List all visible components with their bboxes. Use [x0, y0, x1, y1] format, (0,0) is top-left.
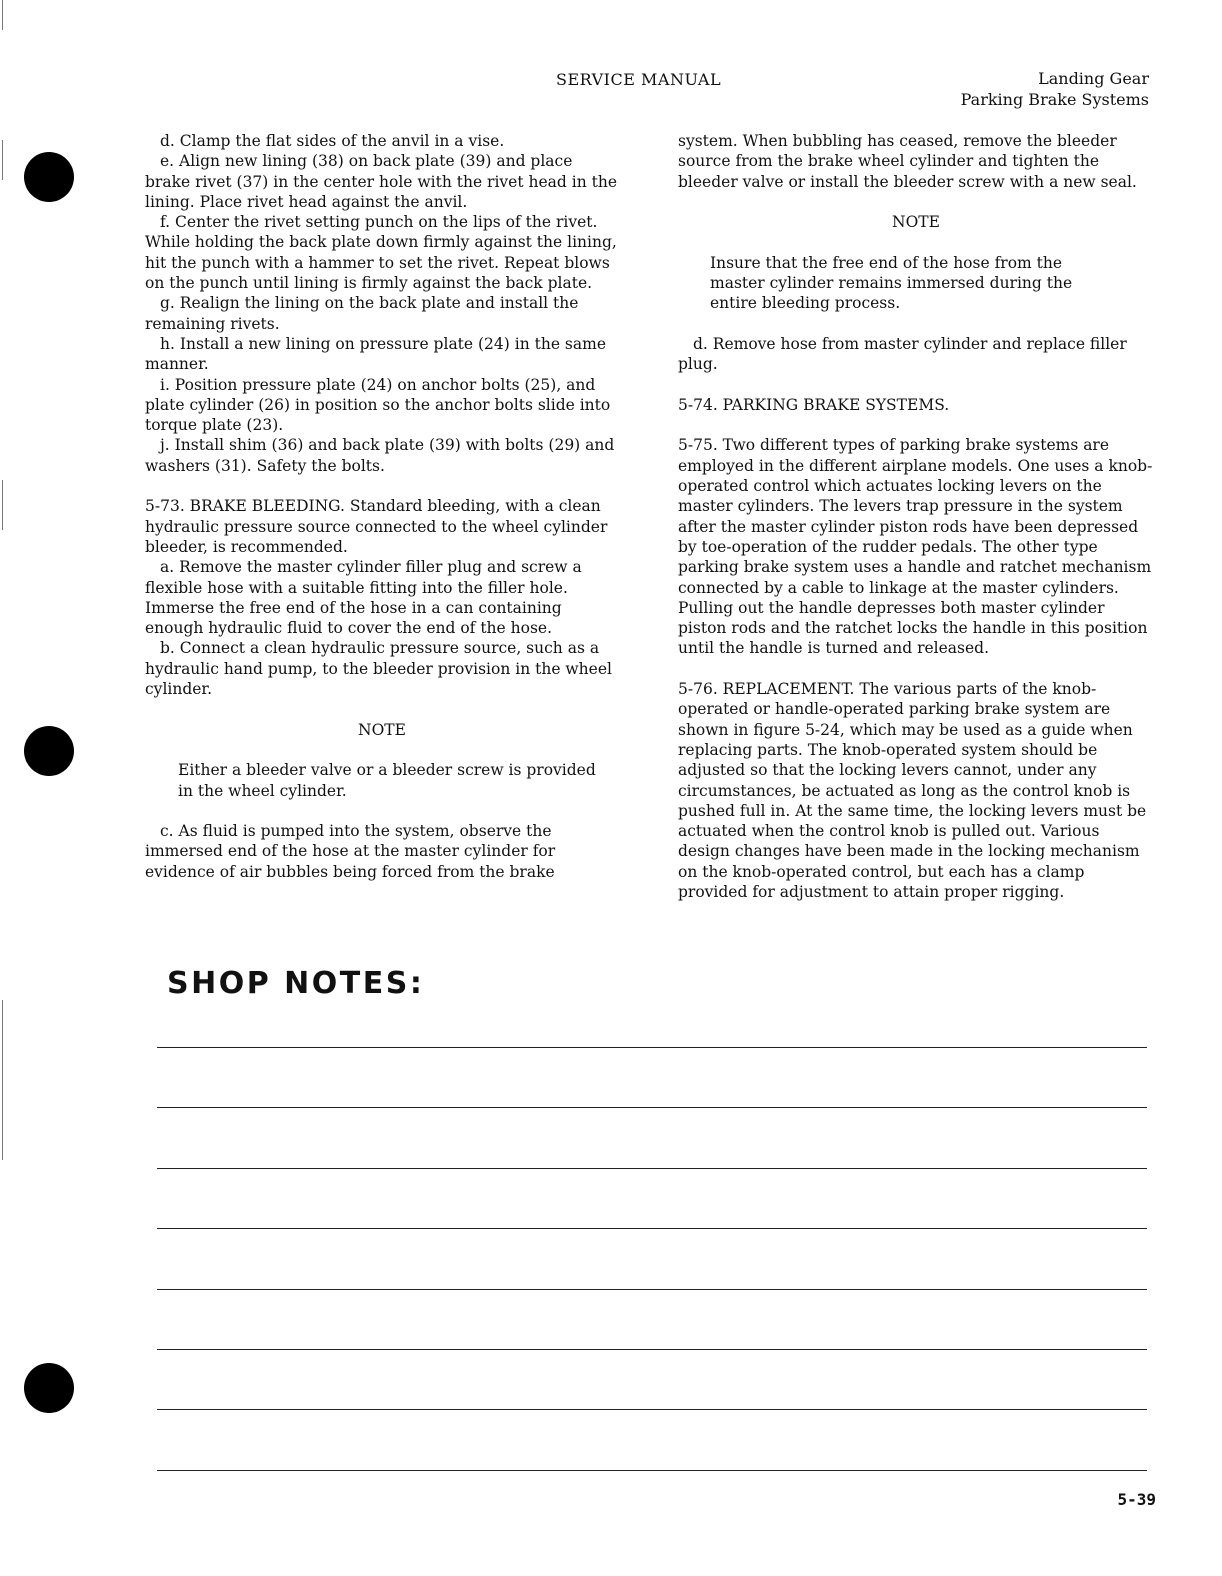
- step-h: h. Install a new lining on pressure plate (24) in the same manner.: [145, 334, 606, 374]
- note-text: Either a bleeder valve or a bleeder screw is provided in the wheel cylinder.: [178, 761, 596, 800]
- scan-edge-mark: [2, 140, 3, 180]
- step-g: g. Realign the lining on the back plate and install the remaining rivets.: [145, 294, 579, 333]
- bleed-step-a: a. Remove the master cylinder filler plug and screw a flexible hose with a suitable fitting into the filler hole. Immerse the free end of the hose in a can containing enough hydraulic fluid to cover the end of the hose.: [145, 558, 582, 638]
- binder-hole: [24, 726, 74, 776]
- shop-notes-line: [157, 1470, 1147, 1471]
- paragraph-5-75: 5-75. Two different types of parking brake systems are employed in the different airplane models. One uses a knob-operated control which actuates locking levers on the master cylinders. The levers trap pressure in the system after the master cylinder piston rods have been depressed by toe-operation of the rudder pedals. The other type parking brake system uses a handle and ratchet mechanism connected by a cable to linkage at the master cylinders. Pulling out the handle depresses both master cylinder piston rods and the ratchet locks the handle in this position until the handle is turned and released.: [678, 436, 1153, 658]
- scan-edge-mark: [2, 0, 3, 30]
- step-i: i. Position pressure plate (24) on anchor bolts (25), and plate cylinder (26) in position so the anchor bolts slide into torque plate (23).: [145, 375, 611, 435]
- paragraph-5-76: 5-76. REPLACEMENT. The various parts of the knob-operated or handle-operated parking brake system are shown in figure 5-24, which may be used as a guide when replacing parts. The knob-operated system should be adjusted so that the locking levers cannot, under any circumstances, be actuated as long as the control knob is pushed full in. At the same time, the locking levers must be actuated when the control knob is pulled out. Various design changes have been made in the locking mechanism on the knob-operated control, but each has a clamp provided for adjustment to attain proper rigging.: [678, 680, 1147, 901]
- shop-notes-line: [157, 1349, 1147, 1350]
- shop-notes-line: [157, 1409, 1147, 1410]
- manual-title: SERVICE MANUAL: [556, 70, 722, 89]
- bleed-step-c-continued: system. When bubbling has ceased, remove the bleeder source from the brake wheel cylinder and tighten the bleeder valve or install the bleeder screw with a new seal.: [678, 132, 1137, 191]
- section-title: Landing Gear: [1038, 69, 1149, 88]
- paragraph-5-73: 5-73. BRAKE BLEEDING. Standard bleeding, with a clean hydraulic pressure source connected to the wheel cylinder bleeder, is recommended.: [145, 497, 608, 556]
- left-column: [145, 131, 619, 882]
- shop-notes-line: [157, 1289, 1147, 1290]
- note-text: Insure that the free end of the hose from the master cylinder remains immersed during the entire bleeding process.: [710, 253, 1073, 313]
- bleed-step-b: b. Connect a clean hydraulic pressure source, such as a hydraulic hand pump, to the bleeder provision in the wheel cylinder.: [145, 639, 612, 699]
- paragraph-5-74: 5-74. PARKING BRAKE SYSTEMS.: [678, 395, 950, 414]
- shop-notes-line: [157, 1228, 1147, 1229]
- step-f: f. Center the rivet setting punch on the lips of the rivet. While holding the back plate down firmly against the lining, hit the punch with a hammer to set the rivet. Repeat blows on the punch until lining is firmly against the back plate.: [145, 213, 617, 293]
- scan-edge-mark: [2, 1000, 3, 1160]
- scan-edge-mark: [2, 480, 3, 530]
- note-title: NOTE: [892, 213, 940, 232]
- bleed-step-c: c. As fluid is pumped into the system, observe the immersed end of the hose at the master cylinder for evidence of air bubbles being forced from the brake: [145, 822, 556, 881]
- shop-notes-title: SHOP NOTES:: [167, 966, 425, 1001]
- section-header: [961, 68, 1149, 110]
- step-e: e. Align new lining (38) on back plate (39) and place brake rivet (37) in the center hole with the rivet head in the lining. Place rivet head against the anvil.: [145, 152, 618, 211]
- page-number: 5-39: [1117, 1490, 1156, 1509]
- step-j: j. Install shim (36) and back plate (39) with bolts (29) and washers (31). Safety the bolts.: [145, 436, 615, 475]
- binder-hole: [24, 152, 74, 202]
- step-d: d. Clamp the flat sides of the anvil in a vise.: [160, 132, 505, 150]
- bleed-step-d: d. Remove hose from master cylinder and replace filler plug.: [678, 334, 1127, 374]
- shop-notes-line: [157, 1047, 1147, 1048]
- shop-notes-line: [157, 1168, 1147, 1169]
- subsection-title: Parking Brake Systems: [960, 90, 1149, 109]
- shop-notes-line: [157, 1107, 1147, 1108]
- binder-hole: [24, 1363, 74, 1413]
- right-column: [678, 131, 1154, 902]
- note-title: NOTE: [358, 720, 406, 739]
